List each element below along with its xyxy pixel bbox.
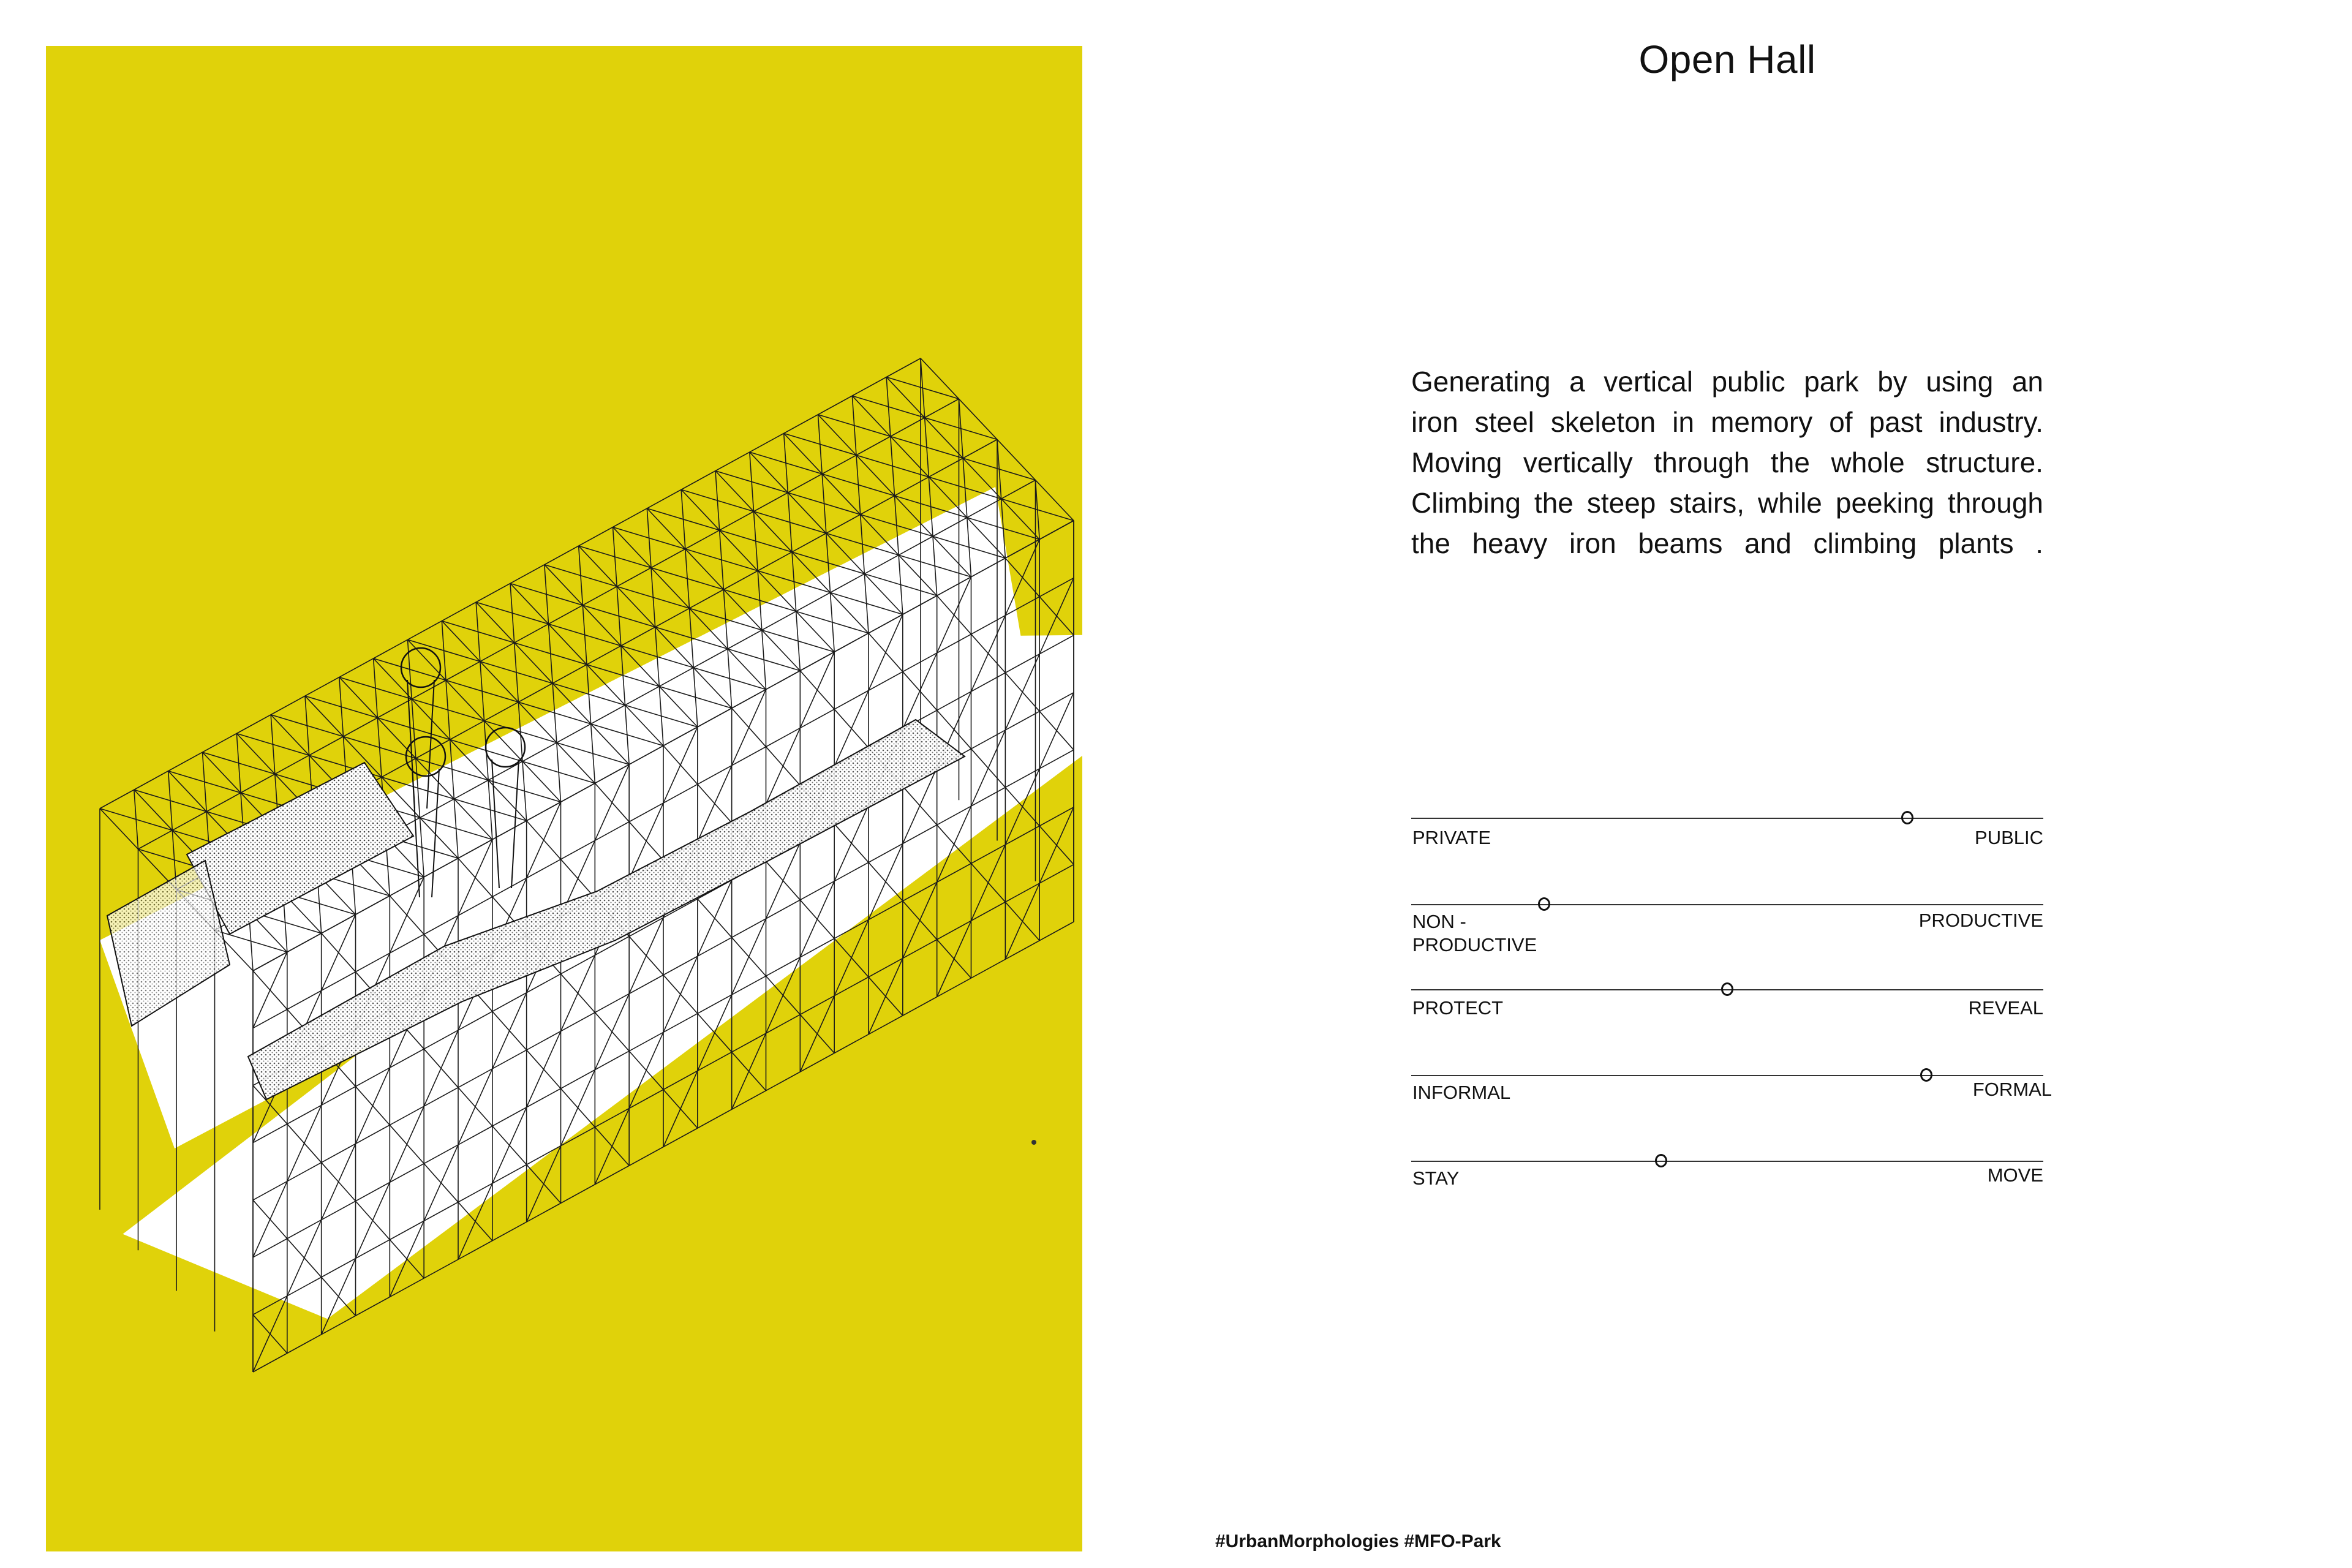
scale-track — [1411, 818, 2043, 819]
hashtags: #UrbanMorphologies #MFO-Park — [1215, 1531, 1501, 1551]
scale-marker — [1920, 1068, 1932, 1082]
facade-brace — [971, 845, 1006, 921]
facade-brace — [869, 959, 903, 1035]
illustration-panel — [46, 46, 1082, 1551]
scale-nonproductive-productive — [1411, 904, 2043, 971]
scale-left-label: NON - PRODUCTIVE — [1412, 911, 1537, 956]
page-title: Open Hall — [1638, 37, 1816, 81]
scale-right-label: MOVE — [1987, 1164, 2043, 1186]
description-line: Climbing the steep stairs, while peeking through — [1411, 487, 2043, 519]
facade-brace — [595, 1109, 629, 1185]
facade-brace — [800, 996, 834, 1072]
scale-left-label: STAY — [1412, 1167, 1460, 1189]
description-line: Moving vertically through the whole structure. — [1411, 447, 2043, 478]
description-paragraph — [1411, 361, 2043, 564]
facade-brace — [1005, 883, 1039, 959]
facade-brace — [903, 882, 937, 958]
scale-private-public — [1411, 818, 2043, 885]
facade-brace — [732, 1033, 766, 1109]
scale-left-label: PROTECT — [1412, 997, 1504, 1019]
facade-brace — [1039, 807, 1074, 883]
description-line: Generating a vertical public park by using an — [1411, 366, 2043, 398]
facade-brace — [937, 921, 971, 997]
isometric-structure-drawing — [46, 46, 1082, 1551]
scale-right-label: REVEAL — [1968, 997, 2043, 1019]
description-line: iron steel skeleton in memory of past industry. — [1411, 406, 2043, 438]
scale-left-label: PRIVATE — [1412, 827, 1491, 848]
scale-right-label: FORMAL — [1972, 1079, 2052, 1100]
facade-brace — [663, 1071, 698, 1147]
scale-marker — [1538, 897, 1550, 911]
scale-stay-move — [1411, 1161, 2043, 1228]
scale-marker — [1721, 982, 1733, 996]
scale-left-label: INFORMAL — [1412, 1082, 1511, 1103]
scale-right-label: PRODUCTIVE — [1918, 910, 2043, 931]
scale-right-label: PUBLIC — [1975, 827, 2043, 848]
scale-track — [1411, 904, 2043, 905]
scale-marker — [1901, 811, 1913, 824]
facade-brace — [253, 1296, 287, 1372]
scale-informal-formal — [1411, 1075, 2052, 1142]
scale-track — [1411, 1161, 2043, 1162]
speck — [1031, 1140, 1036, 1145]
scale-marker — [1655, 1154, 1667, 1167]
description-line: the heavy iron beams and climbing plants . — [1411, 527, 2043, 559]
scale-protect-reveal — [1411, 989, 2043, 1057]
scale-track — [1411, 1075, 2043, 1076]
